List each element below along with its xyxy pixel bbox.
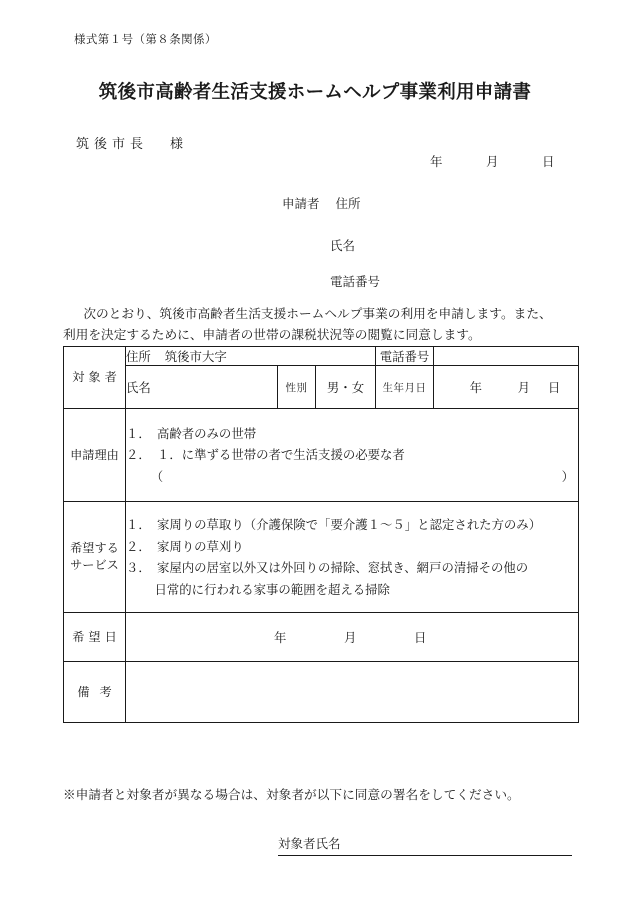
cell-subject-birth-value[interactable]: [434, 366, 579, 409]
addressee-honorific: 様: [170, 137, 184, 152]
applicant-name-row: [330, 236, 355, 254]
submission-date-year[interactable]: 年: [430, 154, 443, 169]
cell-subject-phone-value[interactable]: [434, 347, 579, 366]
row-label-services-line1: 希望する: [70, 541, 119, 555]
subject-phone-label: 電話番号: [379, 349, 430, 364]
cell-reason-items[interactable]: [126, 409, 579, 502]
subject-birth-month: 月: [517, 380, 530, 395]
subject-birth-day: 日: [547, 380, 561, 395]
reason-free-text-field[interactable]: [126, 466, 578, 488]
reason-paren-close: ）: [561, 468, 575, 484]
addressee-name: 筑後市長: [76, 137, 149, 152]
form-number: 様式第１号（第８条関係）: [74, 32, 217, 46]
applicant-phone-row: [330, 272, 380, 290]
subject-gender-label: 性別: [285, 381, 308, 394]
row-label-subject: [64, 347, 126, 409]
row-label-remarks-text: 備考: [77, 684, 122, 699]
application-table: [63, 346, 579, 723]
subject-name-label: 氏名: [126, 380, 151, 395]
applicant-name-label[interactable]: 氏名: [330, 238, 356, 253]
reason-paren-open: （: [150, 468, 164, 484]
table-row-wish-date: [64, 613, 579, 662]
cell-subject-birth-label: [376, 366, 434, 409]
table-row-reason: [64, 409, 579, 502]
subject-address-value: 筑後市大字: [164, 349, 227, 364]
cell-subject-phone-label: [376, 347, 434, 366]
wish-date-year: 年: [274, 630, 287, 645]
row-label-wish-date-text: 希望日: [72, 629, 121, 644]
cell-subject-address[interactable]: [126, 347, 376, 366]
reason-item-2[interactable]: ２． １．に準ずる世帯の者で生活支援の必要な者: [126, 447, 405, 463]
subject-address-label: 住所: [126, 349, 151, 364]
subject-gender-value: 男・女: [326, 380, 365, 395]
cell-services-items[interactable]: [126, 502, 579, 613]
cell-remarks-value[interactable]: [126, 662, 579, 723]
applicant-label: 申請者: [282, 196, 320, 211]
row-label-wish-date: [64, 613, 126, 662]
row-label-reason: [64, 409, 126, 502]
signature-label: 対象者氏名: [278, 836, 341, 851]
table-row-subject-address: [64, 347, 579, 366]
row-label-reason-text: 申請理由: [70, 447, 119, 462]
submission-date-day[interactable]: 日: [542, 154, 555, 169]
applicant-address-row: [282, 194, 361, 212]
footer-note: ※申請者と対象者が異なる場合は、対象者が以下に同意の署名をしてください。: [63, 787, 520, 802]
service-item-1[interactable]: １． 家周りの草取り（介護保険で「要介護１～５」と認定された方のみ）: [126, 517, 542, 532]
body-paragraph: [63, 303, 579, 345]
reason-item-1[interactable]: １． 高齢者のみの世帯: [126, 425, 257, 441]
body-paragraph-line-1: 次のとおり、筑後市高齢者生活支援ホームヘルプ事業の利用を申請します。また、: [83, 306, 552, 321]
table-row-services: [64, 502, 579, 613]
table-row-subject-name: [64, 366, 579, 409]
service-item-3-continued: 日常的に行われる家事の範囲を超える掃除: [154, 581, 390, 597]
subject-birth-label: 生年月日: [382, 381, 427, 394]
wish-date-day: 日: [414, 630, 427, 645]
addressee: [76, 133, 183, 152]
cell-subject-gender-value[interactable]: [316, 366, 376, 409]
cell-subject-gender-label: [278, 366, 316, 409]
applicant-phone-label[interactable]: 電話番号: [330, 274, 381, 289]
table-row-remarks: [64, 662, 579, 723]
submission-date-line: [430, 152, 555, 170]
row-label-services-line2: サービス: [70, 558, 119, 572]
submission-date-month[interactable]: 月: [486, 154, 499, 169]
row-label-remarks: [64, 662, 126, 723]
row-label-subject-text: 対象者: [72, 370, 121, 384]
cell-subject-name[interactable]: [126, 366, 278, 409]
signature-field[interactable]: [278, 834, 572, 856]
service-item-2[interactable]: ２． 家周りの草刈り: [126, 538, 244, 554]
applicant-address-label[interactable]: 住所: [335, 196, 361, 211]
cell-wish-date-value[interactable]: [126, 613, 579, 662]
page-title: 筑後市高齢者生活支援ホームヘルプ事業利用申請書: [98, 82, 532, 103]
subject-birth-year: 年: [469, 380, 482, 395]
body-paragraph-line-2: 利用を決定するために、申請者の世帯の課税状況等の閲覧に同意します。: [63, 327, 481, 342]
row-label-services: [64, 502, 126, 613]
wish-date-month: 月: [344, 630, 357, 645]
service-item-3[interactable]: ３． 家屋内の居室以外又は外回りの掃除、窓拭き、網戸の清掃その他の: [126, 560, 529, 575]
